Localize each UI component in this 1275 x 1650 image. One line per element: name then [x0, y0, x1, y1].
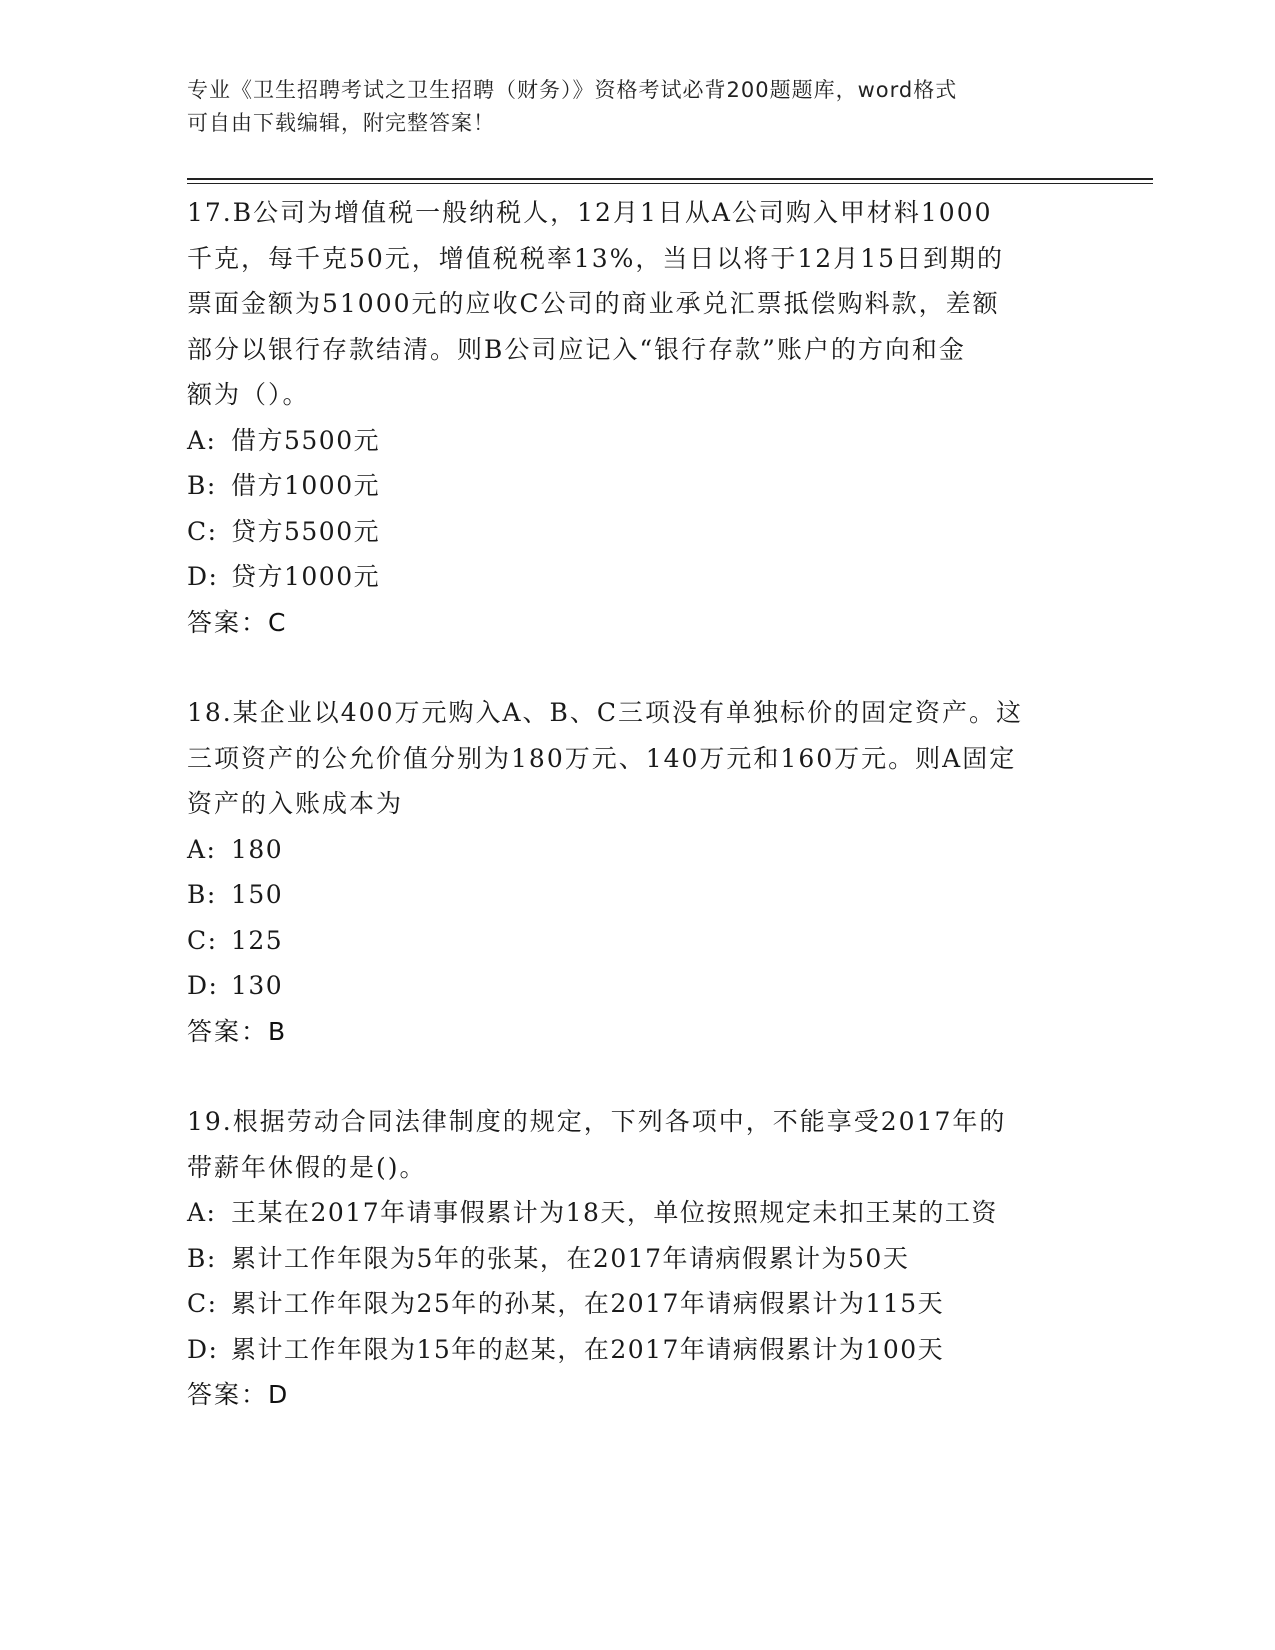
option-letter: D: [187, 562, 219, 591]
option-d [187, 554, 1087, 600]
option-a [187, 827, 1087, 873]
option-text: 累计工作年限为25年的孙某，在2017年请病假累计为115天 [231, 1289, 945, 1318]
question-list [187, 190, 1087, 1418]
option-letter: C: [187, 516, 218, 546]
option-letter: D: [187, 1334, 219, 1364]
stem-line: 部分以银行存款结清。则B公司应记入“银行存款”账户的方向和金 [187, 334, 966, 364]
option-letter: C: [187, 1289, 218, 1318]
option-letter: B: [187, 880, 217, 909]
option-a [187, 418, 1087, 464]
option-c [187, 918, 1087, 964]
stem-line: 票面金额为51000元的应收C公司的商业承兑汇票抵偿购料款，差额 [187, 289, 1000, 318]
option-b [187, 872, 1087, 918]
question-18 [187, 690, 1087, 1054]
question-stem [187, 690, 1087, 827]
option-text: 125 [231, 925, 284, 955]
answer-line: 答案：B [187, 1016, 288, 1046]
stem-line: 千克，每千克50元，增值税税率13%，当日以将于12月15日到期的 [187, 243, 1005, 273]
option-letter: A: [187, 834, 217, 864]
stem-line: 17.B公司为增值税一般纳税人，12月1日从A公司购入甲材料1000 [187, 198, 993, 227]
option-text: 130 [231, 971, 284, 1000]
stem-line: 资产的入账成本为 [187, 789, 404, 818]
option-c [187, 1281, 1087, 1327]
header-rule-thick [187, 178, 1153, 180]
header-rule-thin [187, 183, 1153, 184]
stem-line: 额为（）。 [187, 380, 310, 409]
option-text: 贷方5500元 [231, 516, 381, 546]
option-text: 贷方1000元 [231, 562, 381, 591]
option-letter: C: [187, 925, 218, 955]
option-d [187, 1327, 1087, 1373]
question-spacer [187, 1054, 1087, 1099]
option-letter: A: [187, 425, 217, 455]
option-b [187, 1236, 1087, 1282]
question-stem [187, 190, 1087, 418]
option-a [187, 1190, 1087, 1236]
option-text: 累计工作年限为5年的张某，在2017年请病假累计为50天 [231, 1243, 910, 1273]
option-text: 180 [231, 834, 284, 864]
document-header [187, 74, 1067, 140]
stem-line: 带薪年休假的是()。 [187, 1152, 427, 1182]
option-b [187, 463, 1087, 509]
option-letter: B: [187, 471, 217, 500]
option-letter: D: [187, 971, 219, 1000]
stem-line: 19.根据劳动合同法律制度的规定，下列各项中，不能享受2017年的 [187, 1107, 1007, 1136]
option-text: 累计工作年限为15年的赵某，在2017年请病假累计为100天 [231, 1334, 945, 1364]
stem-line: 三项资产的公允价值分别为180万元、140万元和160万元。则A固定 [187, 743, 1017, 773]
question-17 [187, 190, 1087, 645]
option-letter: B: [187, 1243, 217, 1273]
option-text: 王某在2017年请事假累计为18天，单位按照规定未扣王某的工资 [231, 1198, 998, 1227]
answer-line: 答案：D [187, 1380, 290, 1409]
option-d [187, 963, 1087, 1009]
question-stem [187, 1099, 1087, 1190]
option-letter: A: [187, 1198, 217, 1227]
answer-line: 答案：C [187, 607, 288, 637]
header-line-2: 可自由下载编辑，附完整答案！ [187, 111, 495, 135]
option-text: 借方1000元 [231, 471, 381, 500]
option-text: 150 [231, 880, 284, 909]
question-19 [187, 1099, 1087, 1418]
option-text: 借方5500元 [231, 425, 381, 455]
stem-line: 18.某企业以400万元购入A、B、C三项没有单独标价的固定资产。这 [187, 698, 1024, 727]
option-c [187, 509, 1087, 555]
header-line-1: 专业《卫生招聘考试之卫生招聘（财务）》资格考试必背200题题库，word格式 [187, 78, 958, 102]
question-spacer [187, 645, 1087, 690]
